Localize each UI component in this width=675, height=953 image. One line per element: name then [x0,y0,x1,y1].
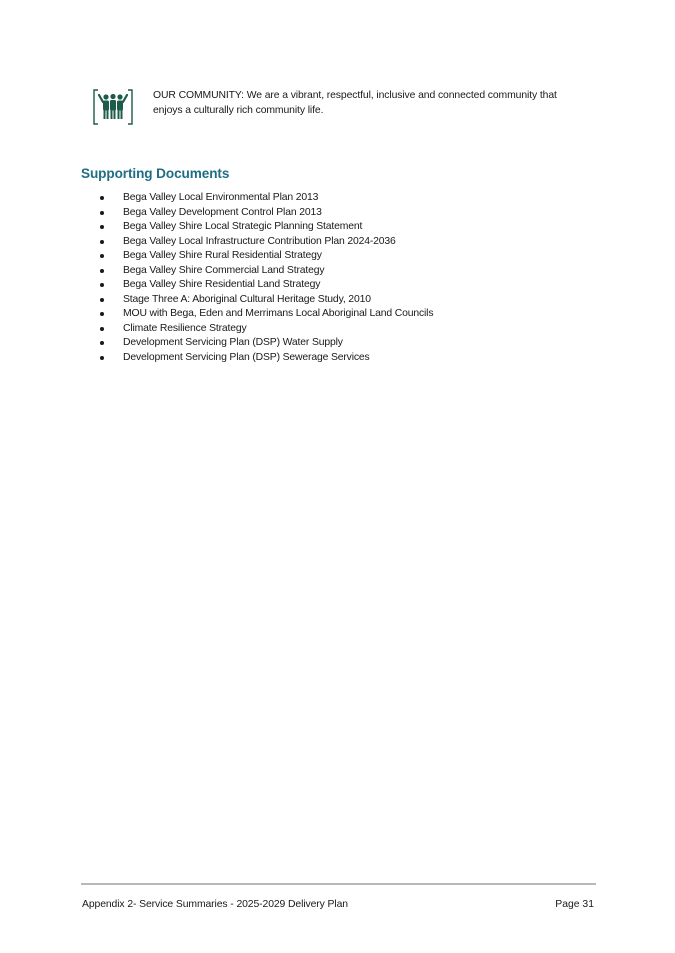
footer-divider [81,883,596,885]
bullet-icon [100,312,104,316]
supporting-documents-heading: Supporting Documents [81,166,230,181]
bullet-icon [100,327,104,331]
bullet-icon [100,298,104,302]
document-page: OUR COMMUNITY: We are a vibrant, respectful, inclusive and connected community that enjoys a culturally rich community life. Supporting Documents Bega Valley Local Environmental Plan 2013 Bega Valley Development Control Plan 2013 Bega Valley Shire Local Strategic Planning Statement Bega Valley Local Infrastructure Contribution Plan 2024-2036 Bega Valley Shire Rural Residential Strategy Bega Valley Shire Commercial Land Strategy Bega Valley Shire Residential Land Strategy Stage Three A: Aboriginal Cultural Heritage Study, 2010 MOU with Bega, Eden and Merrimans Local Aboriginal Land Councils Climate Resilience Strategy Development Servicing Plan (DSP) Water Supply Development Servicing Plan (DSP) Sewerage Services Appendix 2- Service Summaries - 2025-2029 Delivery Plan Page 31 [0,0,675,953]
community-statement [92,88,582,128]
bullet-icon [100,283,104,287]
bullet-icon [100,240,104,244]
bullet-icon [100,356,104,360]
bullet-icon [100,254,104,258]
bullet-icon [100,211,104,215]
bullet-icon [100,269,104,273]
community-text-line-2: enjoys a culturally rich community life. [153,104,324,116]
footer-page-number: Page 31 [555,899,594,910]
community-people-icon [92,88,134,126]
bullet-icon [100,196,104,200]
community-statement-text [153,89,583,118]
footer-document-title: Appendix 2- Service Summaries - 2025-2029 Delivery Plan [82,899,348,910]
community-text-line-1: OUR COMMUNITY: We are a vibrant, respectful, inclusive and connected community that [153,90,557,101]
bullet-icon [100,341,104,345]
bullet-icon [100,225,104,229]
